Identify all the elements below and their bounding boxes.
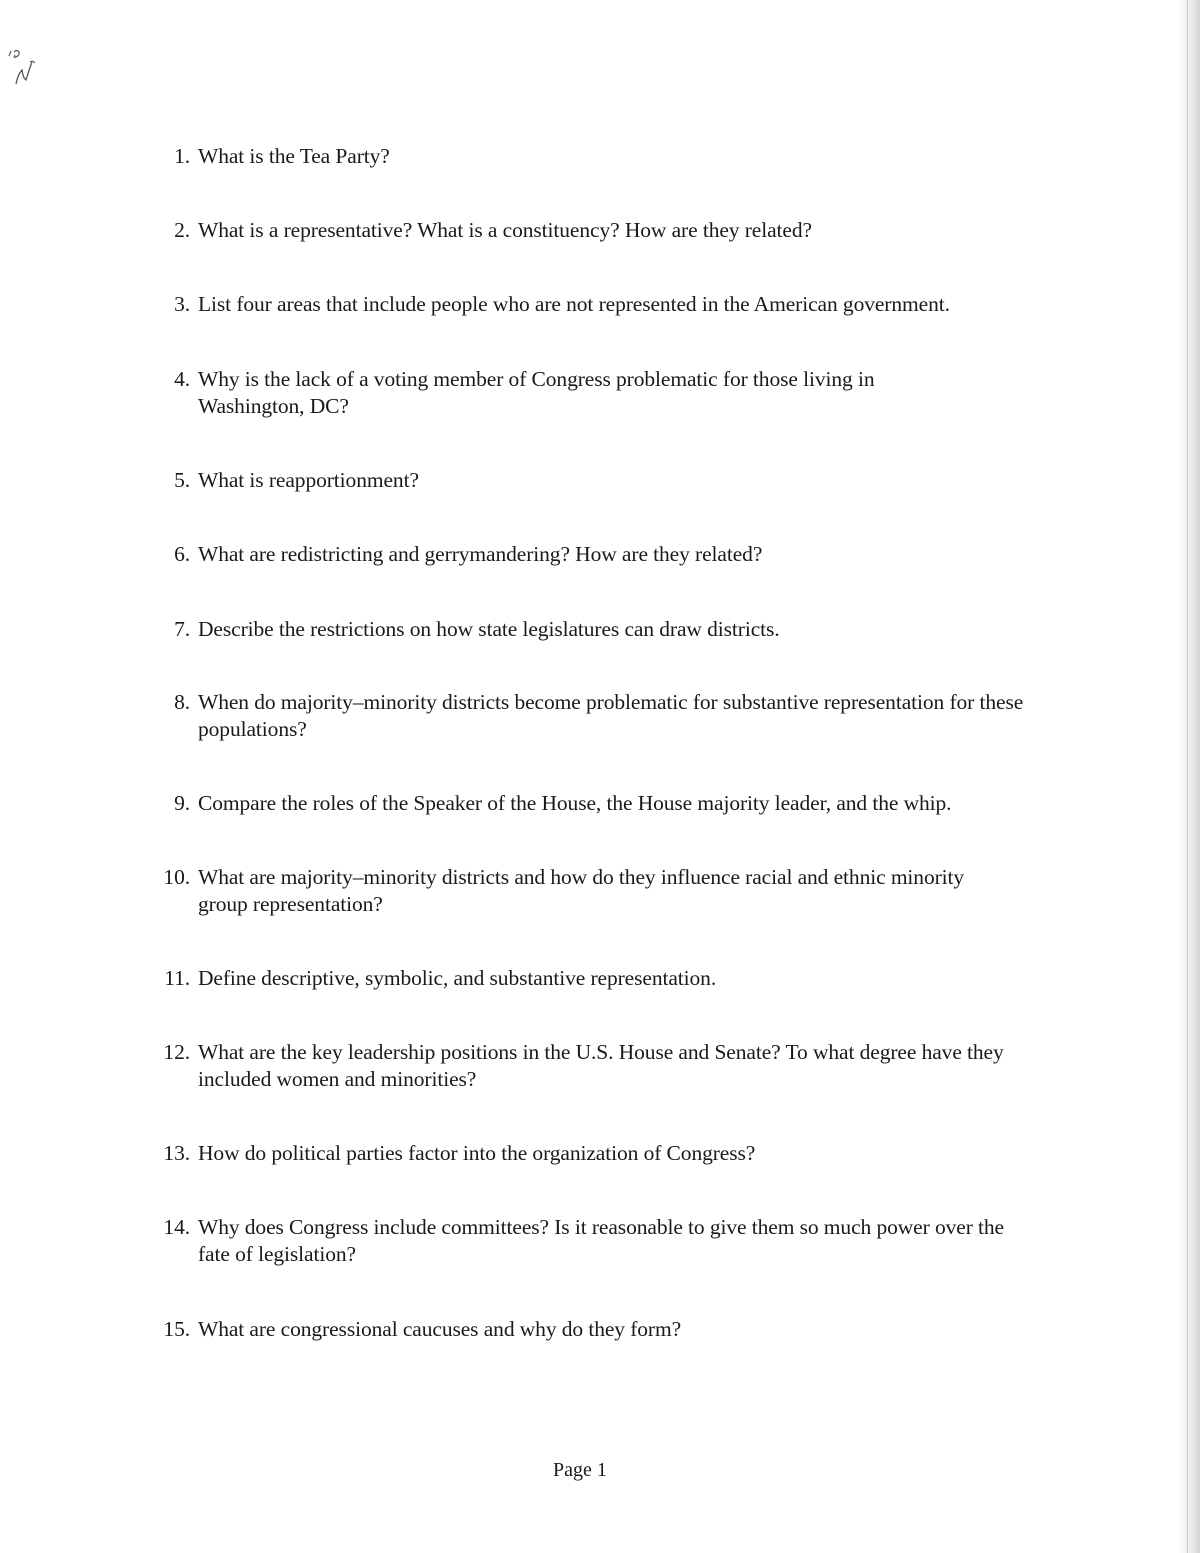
question-text: List four areas that include people who are not represented in the American government. [198,292,950,316]
question-text: When do majority–minority districts become problematic for substantive representation for these populations? [198,690,1024,741]
question-number: 1. [174,144,190,168]
question-text: What are redistricting and gerrymandering? How are they related? [198,542,763,566]
question-number: 13. [163,1141,190,1165]
question-number: 9. [174,791,190,815]
question-text: What are the key leadership positions in the U.S. House and Senate? To what degree have they included women and minorities? [198,1040,1004,1091]
question-number: 12. [163,1040,190,1064]
question-number: 10. [163,865,190,889]
question-number: 14. [163,1215,190,1239]
question-text: What is reapportionment? [198,468,419,492]
question-text: What are majority–minority districts and how do they influence racial and ethnic minority group representation? [198,865,965,916]
question-text: Why does Congress include committees? Is it reasonable to give them so much power over the fate of legislation? [198,1215,1004,1266]
question-text: Compare the roles of the Speaker of the House, the House majority leader, and the whip. [198,791,952,815]
question-text: Why is the lack of a voting member of Congress problematic for those living in Washington, DC? [198,367,875,418]
question-text: What is the Tea Party? [198,144,390,168]
question-number: 8. [174,690,190,714]
question-number: 3. [174,292,190,316]
question-number: 7. [174,617,190,641]
question-text: What is a representative? What is a constituency? How are they related? [198,218,812,242]
question-number: 6. [174,542,190,566]
page-number: Page 1 [553,1459,607,1481]
question-number: 5. [174,468,190,492]
question-number: 15. [163,1317,190,1341]
question-text: How do political parties factor into the organization of Congress? [198,1141,756,1165]
question-text: Define descriptive, symbolic, and substantive representation. [198,966,717,990]
question-text: What are congressional caucuses and why do they form? [198,1317,682,1341]
question-number: 11. [164,966,190,990]
question-text: Describe the restrictions on how state legislatures can draw districts. [198,617,780,641]
question-number: 2. [174,218,190,242]
question-number: 4. [174,367,190,391]
